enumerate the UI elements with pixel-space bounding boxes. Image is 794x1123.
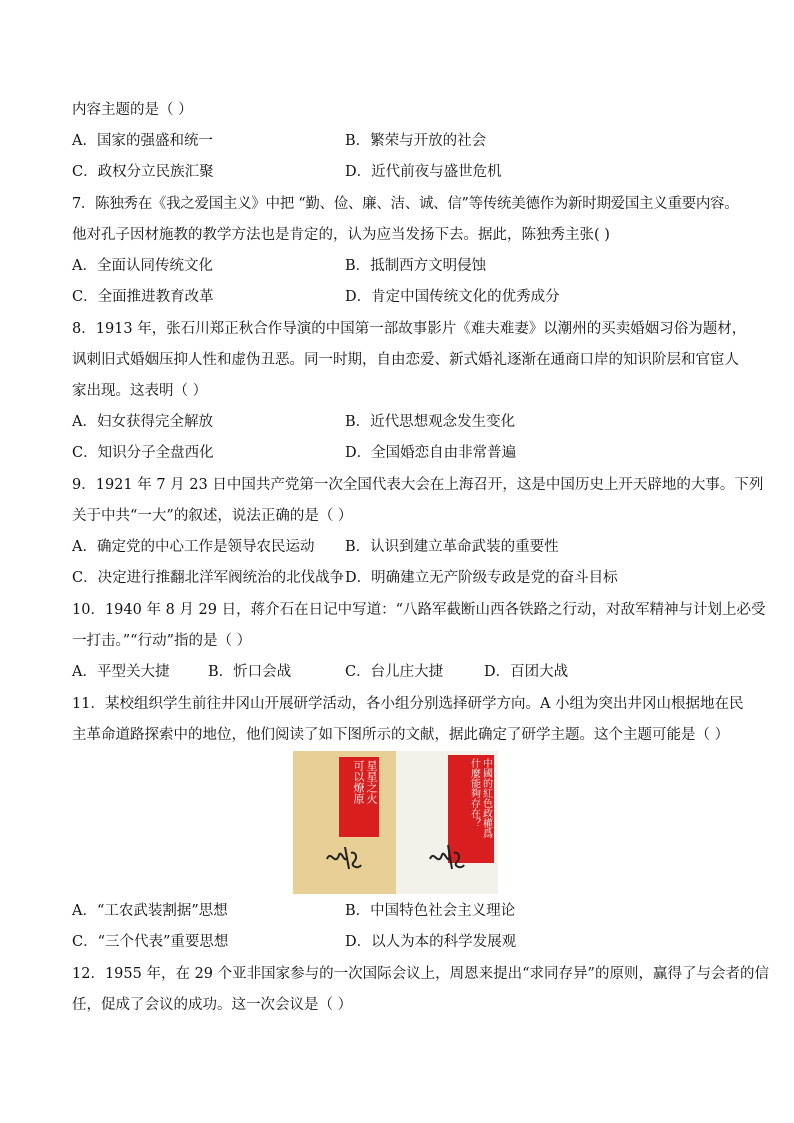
q6-option-a: A．国家的强盛和统一 xyxy=(72,133,213,149)
book-title-block xyxy=(339,757,379,837)
question-7-line-2: 他对孔子因材施教的教学方法也是肯定的，认为应当发扬下去。据此，陈独秀主张( ) xyxy=(72,227,610,243)
q9-option-c: C．决定进行推翻北洋军阀统治的北伐战争 xyxy=(72,570,345,586)
q10-option-d: D．百团大战 xyxy=(484,664,569,680)
q9-option-b: B．认识到建立革命武装的重要性 xyxy=(345,539,559,555)
question-8-line-3: 家出现。这表明（ ） xyxy=(72,383,208,399)
question-9-line-2: 关于中共“一大”的叙述，说法正确的是（ ） xyxy=(72,508,353,524)
question-10-line-2: 一打击。”“行动”指的是（ ） xyxy=(72,633,252,649)
book-title-col: 什麼能夠存在？ xyxy=(468,758,480,828)
question-8-line-1: 8．1913 年，张石川郑正秋合作导演的中国第一部故事影片《难夫难妻》以潮州的买卖婚姻习俗为题材， xyxy=(72,321,747,337)
q8-option-a: A．妇女获得完全解放 xyxy=(72,414,213,430)
q7-option-b: B．抵制西方文明侵蚀 xyxy=(345,258,487,274)
book-covers-figure xyxy=(293,751,498,894)
question-11-line-1: 11．某校组织学生前往井冈山开展研学活动，各小组分别选择研学方向。A 小组为突出井冈山根据地在民 xyxy=(72,696,744,712)
q9-option-a: A．确定党的中心工作是领导农民运动 xyxy=(72,539,315,555)
question-11-line-2: 主革命道路探索中的地位，他们阅读了如下图所示的文献，据此确定了研学主题。这个主题可能是（ ） xyxy=(72,727,730,743)
q8-option-d: D．全国婚恋自由非常普遍 xyxy=(345,445,517,461)
question-8-line-2: 讽刺旧式婚姻压抑人性和虚伪丑恶。同一时期，自由恋爱、新式婚礼逐渐在通商口岸的知识阶层和官宦人 xyxy=(72,352,739,368)
question-6-stem-end: 内容主题的是（ ） xyxy=(72,102,193,118)
q6-option-d: D．近代前夜与盛世危机 xyxy=(345,164,502,180)
q7-option-d: D．肯定中国传统文化的优秀成分 xyxy=(345,289,560,305)
mao-signature-icon xyxy=(323,839,365,875)
q8-option-c: C．知识分子全盘西化 xyxy=(72,445,214,461)
book-title-col: 可以燎原 xyxy=(352,760,365,804)
q7-option-a: A．全面认同传统文化 xyxy=(72,258,213,274)
mao-signature-icon xyxy=(426,837,468,875)
question-10-line-1: 10．1940 年 8 月 29 日，蒋介石在日记中写道：“八路军截断山西各铁路之行动，对敌军精神与计划上必受 xyxy=(72,602,766,618)
q6-option-c: C．政权分立民族汇聚 xyxy=(72,164,214,180)
question-12-line-1: 12．1955 年，在 29 个亚非国家参与的一次国际会议上，周恩来提出“求同存异”的原则，赢得了与会者的信 xyxy=(72,966,769,982)
q10-option-a: A．平型关大捷 xyxy=(72,664,170,680)
q11-option-a: A．“工农武装割据”思想 xyxy=(72,903,228,919)
q11-option-c: C．“三个代表”重要思想 xyxy=(72,934,229,950)
book-cover-spark xyxy=(293,751,396,894)
q7-option-c: C．全面推进教育改革 xyxy=(72,289,214,305)
question-7-line-1: 7．陈独秀在《我之爱国主义》中把 “勤、俭、廉、洁、诚、信”等传统美德作为新时期爱国主义重要内容。 xyxy=(72,196,739,212)
q11-option-d: D．以人为本的科学发展观 xyxy=(345,934,517,950)
q9-option-d: D．明确建立无产阶级专政是党的奋斗目标 xyxy=(345,570,618,586)
book-title-col: 中國的紅色政權爲 xyxy=(480,758,492,838)
book-title-col: 星星之火 xyxy=(365,760,378,804)
question-12-line-2: 任，促成了会议的成功。这一次会议是（ ） xyxy=(72,997,353,1013)
q6-option-b: B．繁荣与开放的社会 xyxy=(345,133,487,149)
q8-option-b: B．近代思想观念发生变化 xyxy=(345,414,516,430)
question-9-line-1: 9．1921 年 7 月 23 日中国共产党第一次全国代表大会在上海召开，这是中国历史上开天辟地的大事。下列 xyxy=(72,477,764,493)
q11-option-b: B．中国特色社会主义理论 xyxy=(345,903,516,919)
book-cover-red-regime xyxy=(396,751,499,894)
q10-option-c: C．台儿庄大捷 xyxy=(345,664,444,680)
q10-option-b: B．忻口会战 xyxy=(208,664,292,680)
